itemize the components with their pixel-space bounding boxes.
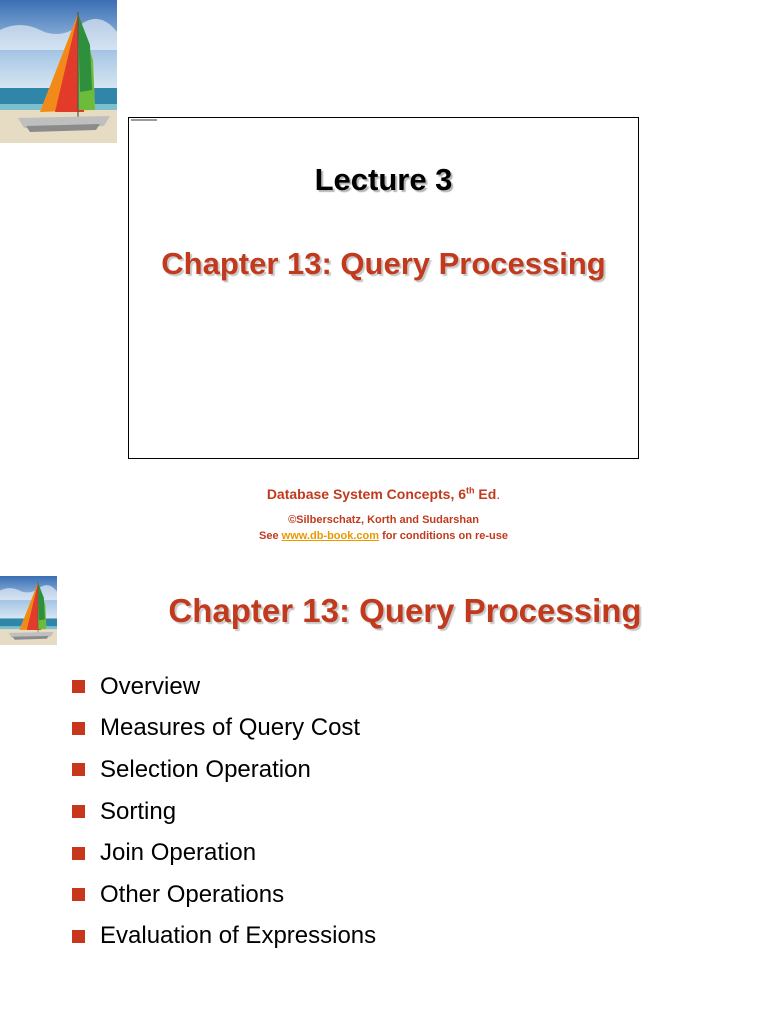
list-item-label: Selection Operation — [100, 755, 311, 783]
bullet-square-icon — [72, 930, 85, 943]
reuse-suffix: for conditions on re-use — [379, 530, 508, 542]
edition-suffix: Ed — [474, 486, 497, 502]
list-item-label: Join Operation — [100, 839, 257, 867]
slide-corner-mark — [131, 119, 157, 121]
list-item-label: Overview — [100, 672, 201, 700]
list-item — [72, 666, 376, 708]
slide2-title: Chapter 13: Query Processing — [168, 592, 642, 629]
bullet-square-icon — [72, 888, 85, 901]
topic-list — [72, 666, 376, 957]
sailboat-logo-image — [0, 0, 117, 143]
bullet-square-icon — [72, 763, 85, 776]
list-item — [72, 749, 376, 791]
bullet-square-icon — [72, 805, 85, 818]
list-item — [72, 791, 376, 833]
chapter-title: Chapter 13: Query Processing — [161, 246, 606, 281]
sailboat-logo-small-image — [0, 576, 57, 645]
bullet-square-icon — [72, 680, 85, 693]
list-item — [72, 916, 376, 958]
title-slide-frame — [128, 117, 639, 459]
book-title: Database System Concepts, 6 — [266, 486, 467, 502]
list-item-label: Sorting — [100, 797, 177, 825]
edition-period: . — [496, 486, 501, 502]
list-item — [72, 832, 376, 874]
book-citation — [128, 486, 639, 502]
list-item-label: Other Operations — [100, 880, 285, 908]
list-item-label: Measures of Query Cost — [100, 714, 361, 742]
bullet-square-icon — [72, 722, 85, 735]
reuse-prefix: See — [259, 530, 282, 542]
copyright-line: ©Silberschatz, Korth and Sudarshan — [288, 514, 479, 526]
edition-superscript: th — [466, 485, 475, 496]
bullet-square-icon — [72, 847, 85, 860]
list-item — [72, 708, 376, 750]
db-book-link[interactable]: www.db-book.com — [281, 530, 380, 542]
reuse-notice — [128, 530, 639, 542]
list-item — [72, 874, 376, 916]
lecture-title: Lecture 3 — [314, 162, 453, 197]
list-item-label: Evaluation of Expressions — [100, 922, 377, 950]
